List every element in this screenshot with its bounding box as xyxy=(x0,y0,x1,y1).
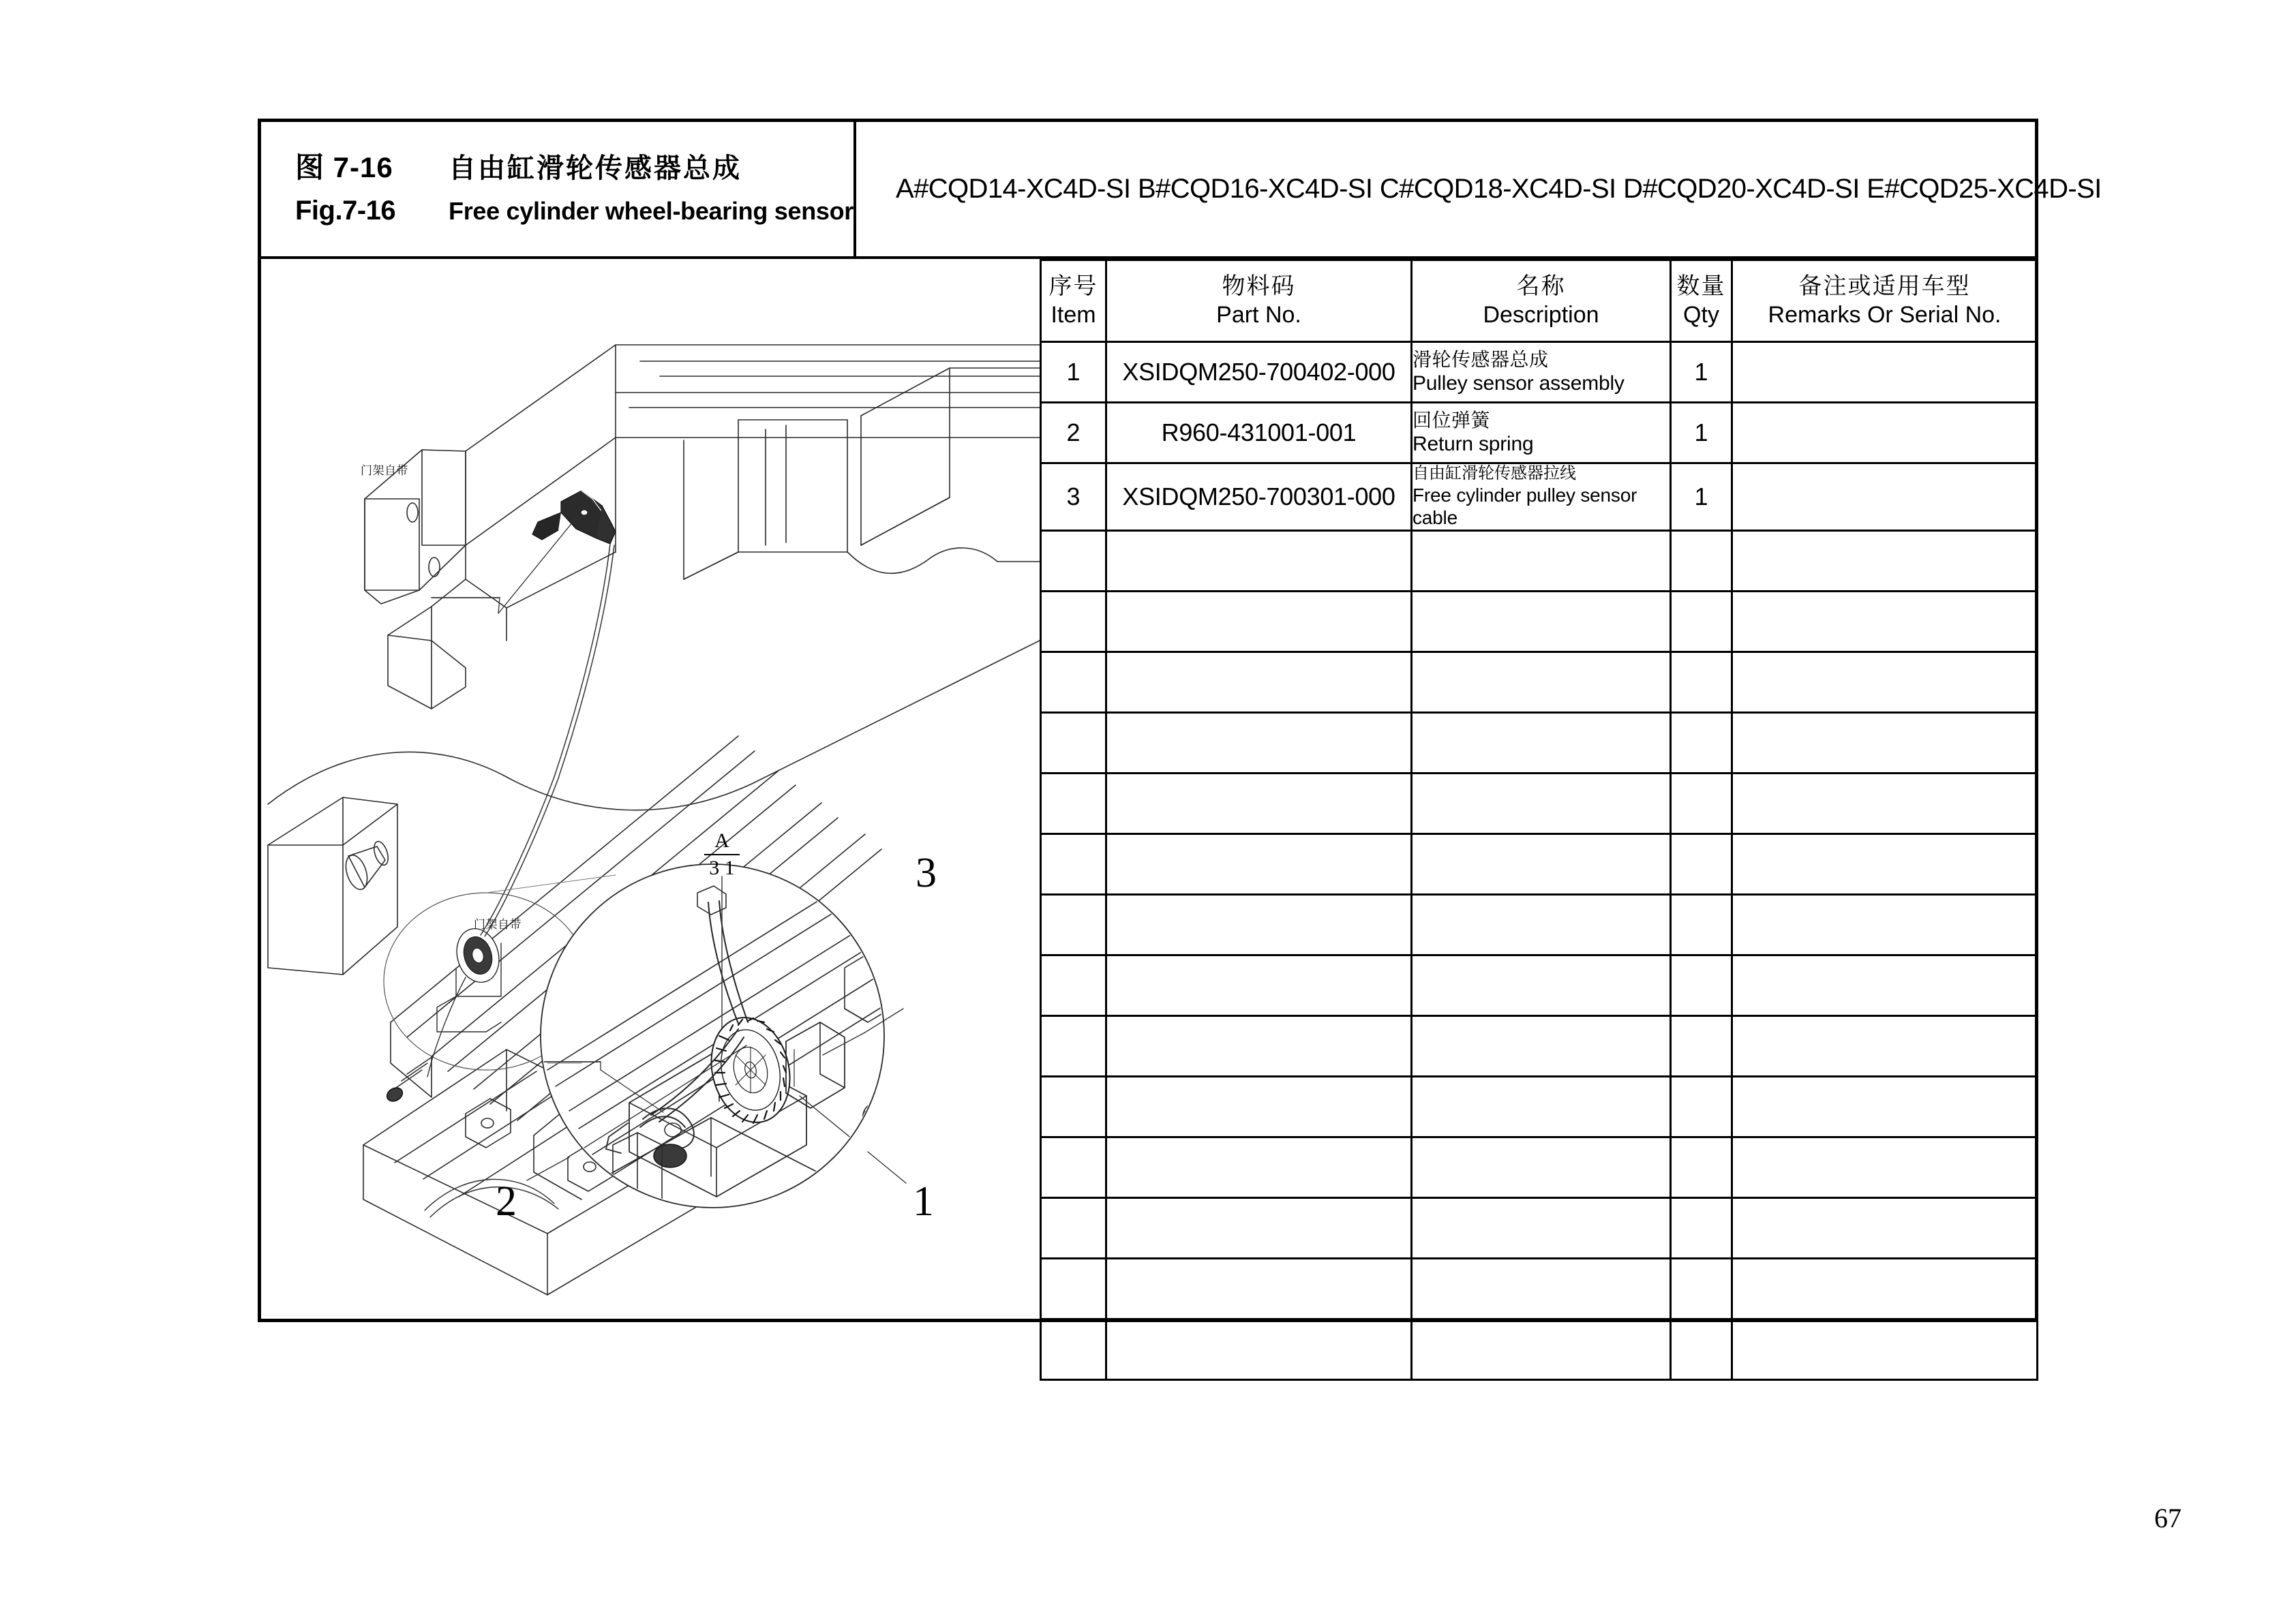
cell-description xyxy=(1412,1137,1671,1197)
sheet-body xyxy=(261,259,2035,1319)
callout-1: 1 xyxy=(913,1178,934,1225)
cell-item xyxy=(1041,1137,1106,1197)
cell-remarks xyxy=(1732,342,2038,403)
section-divider-rule xyxy=(704,854,740,855)
column-header-qty-en: Qty xyxy=(1683,301,1719,328)
cell-qty xyxy=(1671,1076,1732,1137)
cell-part-no xyxy=(1106,1319,1412,1379)
cell-remarks xyxy=(1732,591,2038,652)
cell-description xyxy=(1412,652,1671,712)
cell-description xyxy=(1412,1319,1671,1379)
cell-part-no xyxy=(1106,712,1412,773)
callout-2: 2 xyxy=(496,1178,517,1225)
cell-qty xyxy=(1671,894,1732,955)
cell-item: 1 xyxy=(1041,342,1106,403)
table-row-empty xyxy=(1041,1137,2038,1197)
cell-qty xyxy=(1671,530,1732,591)
column-header-qty-cn: 数量 xyxy=(1676,273,1726,300)
table-row-empty xyxy=(1041,1197,2038,1258)
column-header-part-no-en: Part No. xyxy=(1216,301,1301,328)
figure-title-line-en xyxy=(295,196,854,226)
cell-item xyxy=(1041,1015,1106,1076)
cell-part-no xyxy=(1106,652,1412,712)
cell-part-no: XSIDQM250-700402-000 xyxy=(1106,342,1412,403)
column-header-remarks xyxy=(1732,260,2038,342)
table-row-empty xyxy=(1041,1015,2038,1076)
cell-remarks xyxy=(1732,1319,2038,1379)
technical-drawing xyxy=(261,259,1040,1319)
drawing-sheet-frame xyxy=(258,119,2102,1322)
cell-remarks xyxy=(1732,403,2038,463)
cell-item xyxy=(1041,1319,1106,1379)
cell-item xyxy=(1041,833,1106,894)
table-row xyxy=(1041,342,2038,403)
mast-supplied-label-detail: 门架自带 xyxy=(474,918,522,931)
callout-3: 3 xyxy=(916,850,937,896)
cell-remarks xyxy=(1732,1137,2038,1197)
column-header-description-en: Description xyxy=(1483,301,1599,328)
cell-description xyxy=(1412,1197,1671,1258)
column-header-part-no xyxy=(1106,260,1412,342)
cell-item xyxy=(1041,1258,1106,1319)
section-letter: A xyxy=(714,829,729,852)
cell-remarks xyxy=(1732,955,2038,1015)
cell-part-no xyxy=(1106,1197,1412,1258)
cell-item xyxy=(1041,712,1106,773)
column-header-item-cn: 序号 xyxy=(1048,273,1098,300)
cell-item xyxy=(1041,652,1106,712)
cell-part-no xyxy=(1106,955,1412,1015)
cell-part-no xyxy=(1106,833,1412,894)
table-row-empty xyxy=(1041,1076,2038,1137)
table-row xyxy=(1041,403,2038,463)
cell-part-no xyxy=(1106,1258,1412,1319)
cell-description xyxy=(1412,591,1671,652)
cell-qty xyxy=(1671,955,1732,1015)
cell-item xyxy=(1041,1076,1106,1137)
cell-remarks xyxy=(1732,712,2038,773)
cell-remarks xyxy=(1732,773,2038,833)
table-row-empty xyxy=(1041,591,2038,652)
figure-title-cell xyxy=(261,122,856,256)
cell-part-no xyxy=(1106,1076,1412,1137)
column-header-part-no-cn: 物料码 xyxy=(1222,273,1296,300)
parts-list-table xyxy=(1040,259,2038,1381)
cell-description xyxy=(1412,1015,1671,1076)
cell-qty xyxy=(1671,591,1732,652)
figure-title-cn: 自由缸滑轮传感器总成 xyxy=(449,153,742,183)
cell-item xyxy=(1041,591,1106,652)
cell-qty xyxy=(1671,773,1732,833)
figure-number-cn: 图 7-16 xyxy=(295,151,393,183)
table-row-empty xyxy=(1041,712,2038,773)
cell-qty xyxy=(1671,833,1732,894)
cell-part-no xyxy=(1106,894,1412,955)
table-row-empty xyxy=(1041,773,2038,833)
cell-remarks xyxy=(1732,1076,2038,1137)
exploded-view-illustration xyxy=(261,259,1040,1319)
section-scale-marker xyxy=(695,830,749,878)
cell-part-no xyxy=(1106,773,1412,833)
page-number: 67 xyxy=(2154,1503,2181,1533)
cell-description xyxy=(1412,463,1671,531)
cell-description xyxy=(1412,833,1671,894)
column-header-remarks-en: Remarks Or Serial No. xyxy=(1768,301,2002,328)
description-en: Free cylinder pulley sensor cable xyxy=(1413,484,1637,529)
cell-description xyxy=(1412,1076,1671,1137)
cell-description xyxy=(1412,530,1671,591)
cell-description xyxy=(1412,955,1671,1015)
cell-qty xyxy=(1671,712,1732,773)
cell-qty: 1 xyxy=(1671,463,1732,531)
table-row-empty xyxy=(1041,530,2038,591)
cell-qty: 1 xyxy=(1671,342,1732,403)
column-header-item-en: Item xyxy=(1051,301,1096,328)
description-cn: 滑轮传感器总成 xyxy=(1413,349,1549,371)
cell-remarks xyxy=(1732,1258,2038,1319)
cell-remarks xyxy=(1732,530,2038,591)
cell-description xyxy=(1412,894,1671,955)
cell-remarks xyxy=(1732,652,2038,712)
cell-remarks xyxy=(1732,1197,2038,1258)
cell-qty xyxy=(1671,1197,1732,1258)
applicable-models: A#CQD14-XC4D-SI B#CQD16-XC4D-SI C#CQD18-XC4D-SI D#CQD20-XC4D-SI E#CQD25-XC4D-SI xyxy=(896,174,2102,204)
cell-remarks xyxy=(1732,833,2038,894)
column-header-qty xyxy=(1671,260,1732,342)
cell-part-no xyxy=(1106,1137,1412,1197)
cell-description xyxy=(1412,342,1671,403)
cell-qty xyxy=(1671,1258,1732,1319)
table-row xyxy=(1041,463,2038,531)
cell-qty xyxy=(1671,1319,1732,1379)
cell-part-no xyxy=(1106,1015,1412,1076)
cell-description xyxy=(1412,712,1671,773)
description-en: Pulley sensor assembly xyxy=(1413,371,1625,395)
cell-item xyxy=(1041,1197,1106,1258)
cell-item xyxy=(1041,894,1106,955)
description-en: Return spring xyxy=(1413,432,1534,455)
mast-supplied-label-upper: 门架自带 xyxy=(361,464,408,477)
column-header-description-cn: 名称 xyxy=(1516,273,1566,300)
model-list-cell xyxy=(856,122,2102,256)
table-row-empty xyxy=(1041,894,2038,955)
figure-title-line-cn xyxy=(295,145,854,186)
parts-list-body xyxy=(1041,342,2038,1380)
table-row-empty xyxy=(1041,652,2038,712)
description-cn: 回位弹簧 xyxy=(1413,410,1491,431)
cell-item xyxy=(1041,530,1106,591)
cell-description xyxy=(1412,1258,1671,1319)
cell-part-no xyxy=(1106,530,1412,591)
table-header-row xyxy=(1041,260,2038,342)
cell-item xyxy=(1041,773,1106,833)
cell-description xyxy=(1412,773,1671,833)
cell-item xyxy=(1041,955,1106,1015)
table-row-empty xyxy=(1041,833,2038,894)
cell-qty: 1 xyxy=(1671,403,1732,463)
column-header-description xyxy=(1412,260,1671,342)
cell-remarks xyxy=(1732,894,2038,955)
cell-part-no: R960-431001-001 xyxy=(1106,403,1412,463)
description-cn: 自由缸滑轮传感器拉线 xyxy=(1413,464,1576,483)
figure-title-en: Free cylinder wheel-bearing sensor xyxy=(449,197,854,225)
cell-qty xyxy=(1671,1015,1732,1076)
cell-qty xyxy=(1671,652,1732,712)
table-row-empty xyxy=(1041,955,2038,1015)
table-row-empty xyxy=(1041,1319,2038,1379)
column-header-remarks-cn: 备注或适用车型 xyxy=(1798,273,1971,300)
cell-item: 2 xyxy=(1041,403,1106,463)
cell-item: 3 xyxy=(1041,463,1106,531)
cell-part-no: XSIDQM250-700301-000 xyxy=(1106,463,1412,531)
cell-qty xyxy=(1671,1137,1732,1197)
figure-number-en: Fig.7-16 xyxy=(295,196,396,226)
table-row-empty xyxy=(1041,1258,2038,1319)
cell-remarks xyxy=(1732,1015,2038,1076)
column-header-item xyxy=(1041,260,1106,342)
cell-remarks xyxy=(1732,463,2038,531)
cell-description xyxy=(1412,403,1671,463)
title-block xyxy=(261,122,2102,259)
section-ratio: 3 1 xyxy=(709,856,735,879)
cell-part-no xyxy=(1106,591,1412,652)
